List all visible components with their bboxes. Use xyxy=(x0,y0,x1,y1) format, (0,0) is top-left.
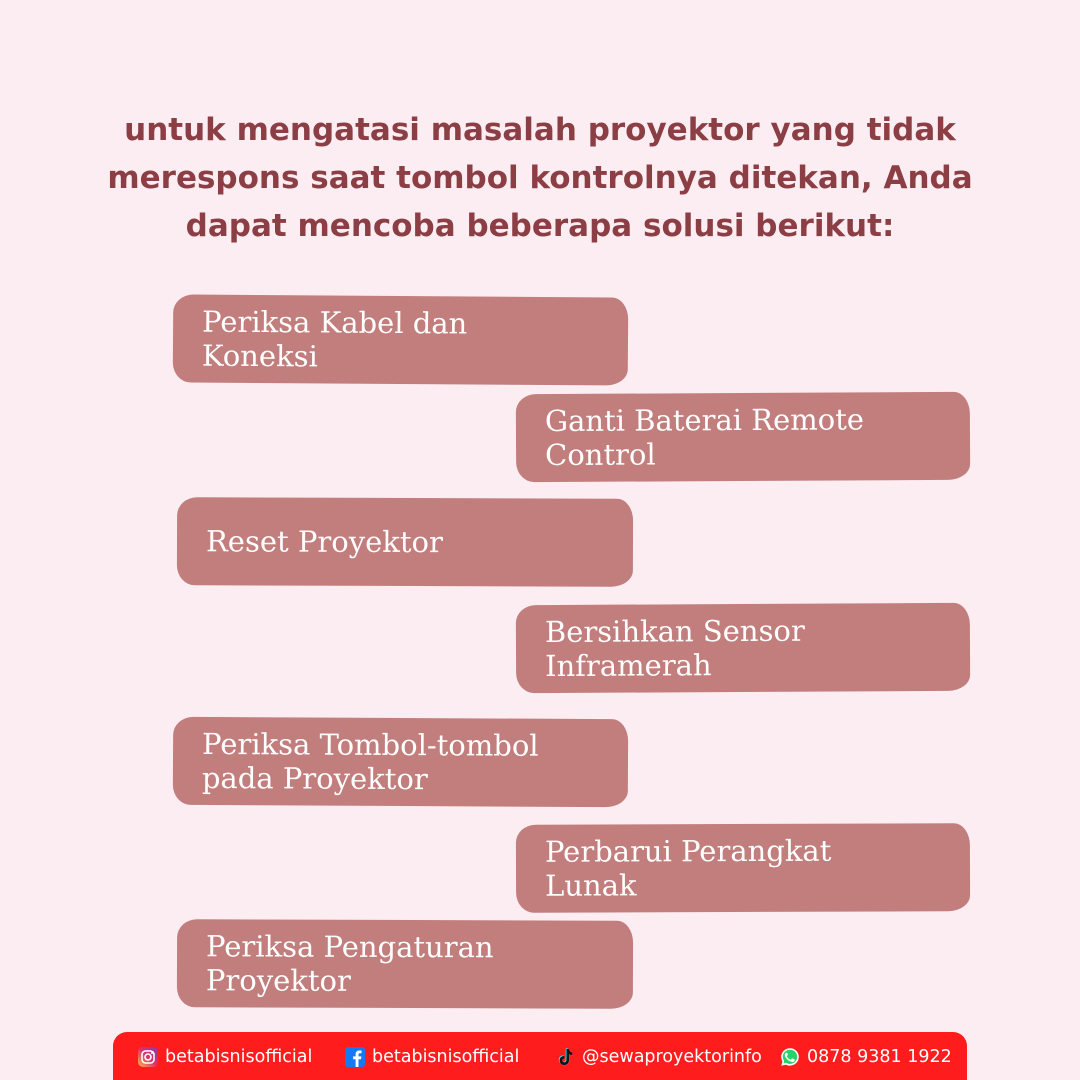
facebook-link[interactable] xyxy=(345,1046,519,1068)
solution-label: Periksa Tombol-tombol pada Proyektor xyxy=(201,726,539,797)
tiktok-icon xyxy=(555,1047,575,1067)
whatsapp-icon xyxy=(780,1047,800,1067)
solution-label: Reset Proyektor xyxy=(205,524,443,560)
solution-pill-check-buttons xyxy=(173,717,628,807)
solution-pill-update-software xyxy=(516,823,970,913)
solution-pill-clean-sensor xyxy=(516,603,970,693)
facebook-icon xyxy=(345,1047,365,1067)
solution-pill-replace-battery xyxy=(516,392,970,482)
page-heading: untuk mengatasi masalah proyektor yang tidak merespons saat tombol kontrolnya ditekan, Anda dapat mencoba beberapa solusi berikut: xyxy=(107,112,973,244)
solution-pill-check-settings xyxy=(177,919,633,1009)
social-footer xyxy=(113,1032,967,1080)
whatsapp-number: 0878 9381 1922 xyxy=(807,1047,952,1067)
solution-label: Perbarui Perangkat Lunak xyxy=(544,833,832,903)
tiktok-handle: @sewaproyektorinfo xyxy=(582,1047,762,1067)
solution-pill-check-cables xyxy=(173,294,629,385)
solution-label: Bersihkan Sensor Inframerah xyxy=(544,613,805,684)
whatsapp-link[interactable] xyxy=(780,1046,952,1068)
instagram-icon xyxy=(138,1047,158,1067)
facebook-handle: betabisnisofficial xyxy=(372,1047,520,1067)
tiktok-link[interactable] xyxy=(555,1046,762,1068)
solution-label: Periksa Kabel dan Koneksi xyxy=(201,304,468,374)
solution-label: Periksa Pengaturan Proyektor xyxy=(205,929,494,998)
solution-pill-reset xyxy=(177,497,633,587)
instagram-handle: betabisnisofficial xyxy=(165,1047,313,1067)
solution-label: Ganti Baterai Remote Control xyxy=(544,402,865,473)
instagram-link[interactable] xyxy=(138,1046,312,1068)
